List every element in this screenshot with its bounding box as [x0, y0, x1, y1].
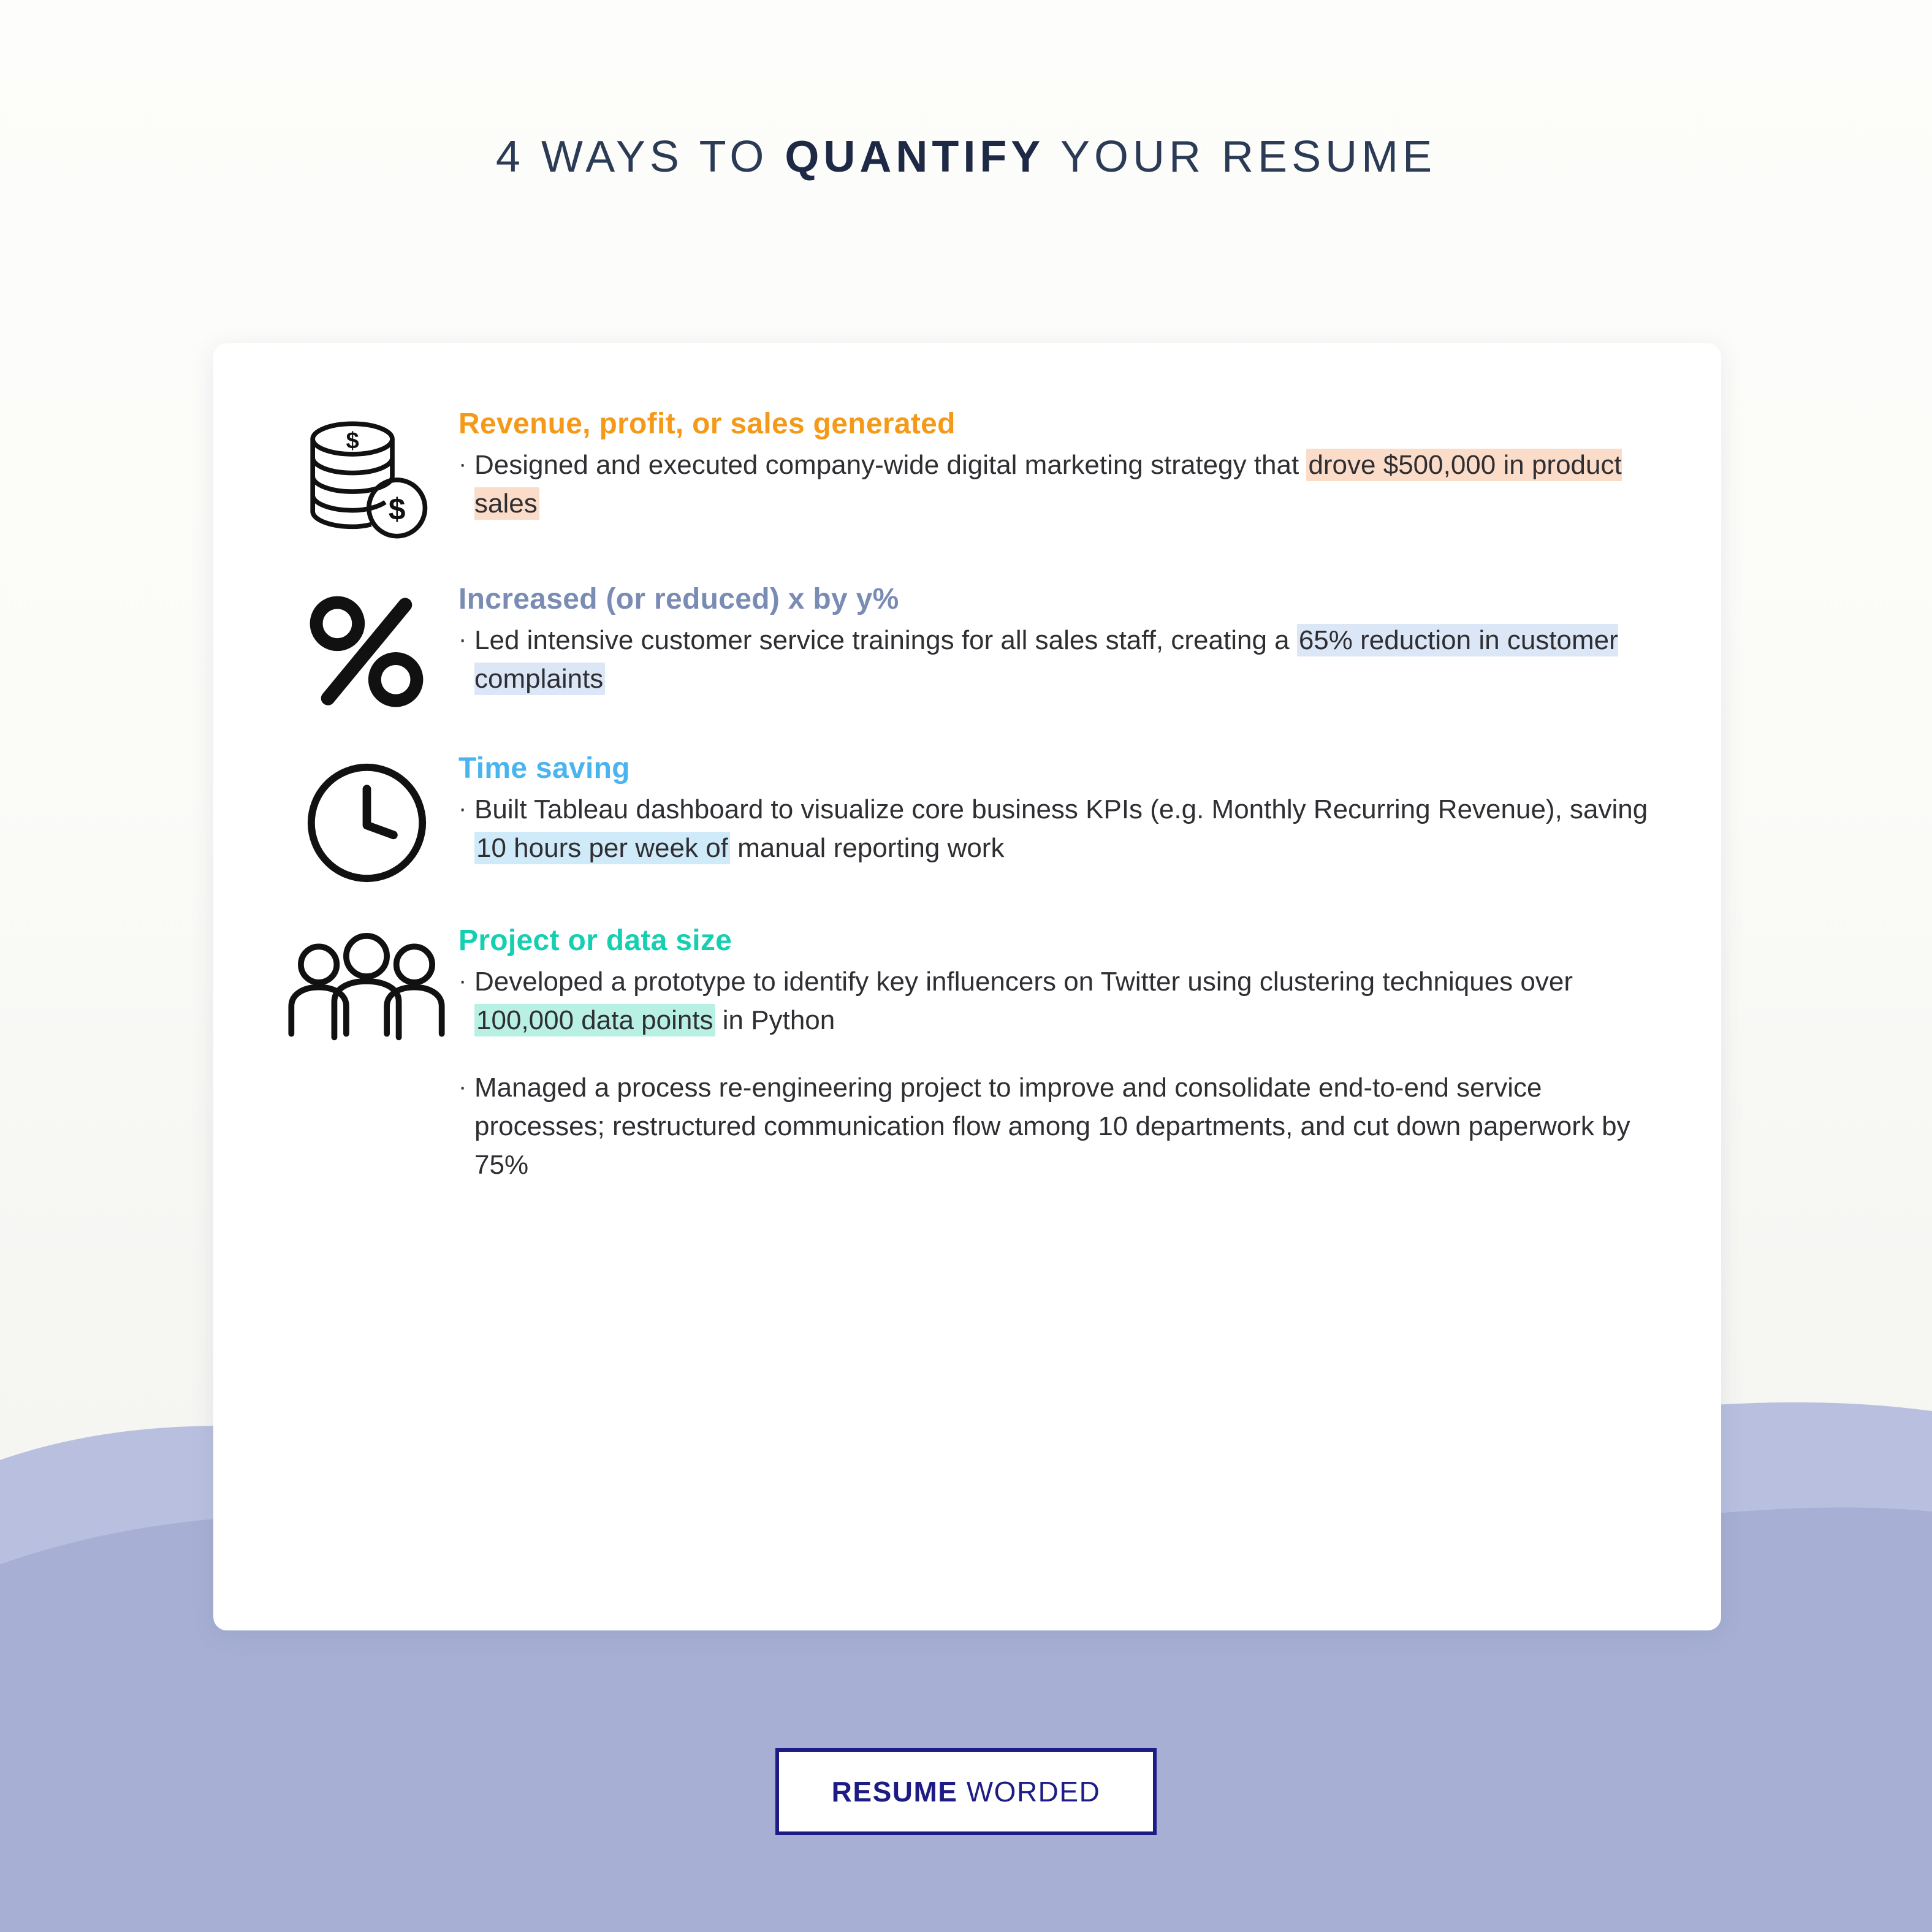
- bullet-post: manual reporting work: [729, 833, 1005, 864]
- bullet-item: [458, 962, 1666, 1040]
- bullet-dot-icon: ·: [458, 1073, 467, 1100]
- logo-text: [832, 1775, 1101, 1808]
- bullet-text: [474, 962, 1666, 1040]
- tip-row-project: [213, 924, 1721, 1185]
- tip-heading-project: Project or data size: [458, 924, 732, 957]
- bullet-item: [458, 1068, 1666, 1185]
- people-group-icon: [275, 924, 458, 1046]
- resume-worded-logo[interactable]: [775, 1748, 1157, 1835]
- tip-bullets-time: [458, 790, 1666, 868]
- page-title-post: YOUR RESUME: [1044, 132, 1437, 181]
- bullet-pre: Designed and executed company-wide digital marketing strategy that: [474, 450, 1307, 480]
- tip-row-revenue: [213, 407, 1721, 544]
- page-title-strong: QUANTIFY: [785, 132, 1045, 181]
- bullet-highlight: 10 hours per week of: [474, 832, 730, 864]
- tip-heading-time: Time saving: [458, 752, 630, 785]
- bullet-dot-icon: ·: [458, 451, 467, 477]
- tip-row-time: [213, 751, 1721, 886]
- coins-stack-icon: [275, 407, 458, 544]
- bullet-dot-icon: ·: [458, 967, 467, 994]
- tip-bullets-percent: [458, 621, 1666, 699]
- bullet-dot-icon: ·: [458, 795, 467, 822]
- tips-list: [213, 407, 1721, 1223]
- bullet-highlight: drove $500,000 in product sales: [474, 450, 1622, 519]
- bullet-highlight: 65% reduction in customer complaints: [474, 625, 1618, 694]
- logo-light: WORDED: [957, 1776, 1101, 1808]
- tip-row-percent: [213, 582, 1721, 713]
- tip-body-percent: [458, 582, 1666, 699]
- svg-text:$: $: [388, 492, 406, 527]
- bullet-item: [458, 790, 1666, 868]
- bullet-pre: Developed a prototype to identify key influencers on Twitter using clustering techniques over: [474, 967, 1573, 997]
- bullet-text: [474, 790, 1666, 868]
- svg-text:$: $: [346, 427, 359, 454]
- percent-icon: [275, 582, 458, 713]
- logo-bold: RESUME: [831, 1776, 958, 1808]
- page-title-pre: 4 WAYS TO: [495, 132, 785, 181]
- content-card: [213, 343, 1721, 1630]
- bullet-item: [458, 446, 1666, 523]
- bullet-text: [474, 446, 1666, 523]
- bullet-pre: Built Tableau dashboard to visualize core business KPIs (e.g. Monthly Recurring Revenue), saving: [474, 794, 1648, 824]
- tip-body-revenue: [458, 407, 1666, 523]
- tip-body-project: [458, 924, 1666, 1185]
- tip-heading-percent: Increased (or reduced) x by y%: [458, 583, 899, 615]
- bullet-text: Managed a process re-engineering project to improve and consolidate end-to-end service processes; restructured communication flow among 10 departments, and cut down paperwork by 75%: [474, 1072, 1630, 1181]
- bullet-text: [474, 621, 1666, 699]
- bullet-item: [458, 621, 1666, 699]
- tip-bullets-project: [458, 962, 1666, 1185]
- clock-icon: [275, 751, 458, 886]
- bullet-dot-icon: ·: [458, 626, 467, 653]
- tip-bullets-revenue: [458, 446, 1666, 523]
- bullet-pre: Led intensive customer service trainings for all sales staff, creating a: [474, 625, 1297, 655]
- tip-body-time: [458, 751, 1666, 868]
- tip-heading-revenue: Revenue, profit, or sales generated: [458, 408, 956, 440]
- page-title: [0, 132, 1932, 182]
- bullet-highlight: 100,000 data points: [474, 1004, 715, 1036]
- bullet-post: in Python: [715, 1005, 835, 1036]
